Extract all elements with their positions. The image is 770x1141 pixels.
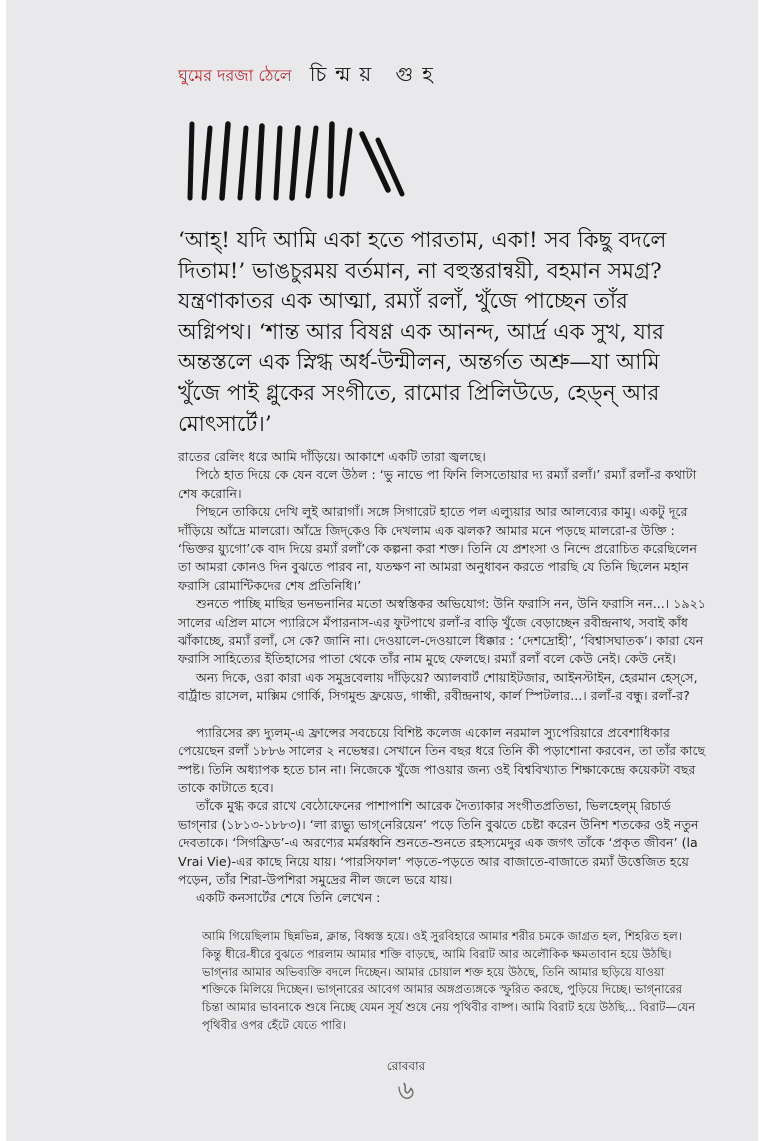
- brush-stroke: [276, 128, 280, 198]
- brush-stroke: [330, 124, 332, 196]
- decorative-brush-strokes: [182, 118, 408, 202]
- paragraph: পিঠে হাত দিয়ে কে যেন বলে উঠল : ‘ভু নাভে পা ফিনি লিসতোয়ার দ্য রম্যাঁ রলাঁ।’ রম্যাঁ রলাঁ-র কথাটা শেষ করোনি।: [178, 467, 697, 501]
- column-title: ঘুমের দরজা ঠেলে: [178, 66, 292, 85]
- author-name: চিন্ময় গুহ: [309, 62, 442, 86]
- article-header: [178, 60, 442, 100]
- brush-stroke: [190, 124, 192, 198]
- paragraph: রাতের রেলিং ধরে আমি দাঁড়িয়ে। আকাশে একটি তারা জ্বলছে।: [178, 449, 486, 464]
- brush-stroke: [258, 126, 262, 198]
- brush-stroke: [292, 128, 298, 198]
- brush-stroke: [204, 128, 210, 198]
- brush-stroke: [378, 140, 402, 194]
- brush-stroke: [308, 128, 316, 196]
- magazine-name: রোববার: [386, 1059, 426, 1073]
- paragraph: অন্য দিকে, ওরা কারা এক সমুদ্রবেলায় দাঁড়িয়ে? অ্যালবার্ট শোয়াইটজার, আইনস্টাইন, হেরমান হেস্‌সে, বার্ট্রান্ড রাসেল, মাক্সিম গোর্কি, সিগমুন্ড ফ্রয়েড, গান্ধী, রবীন্দ্রনাথ, কার্ল স্পিটলার...। রলাঁ-র বন্ধু। রলাঁ-র?: [178, 669, 698, 704]
- magazine-page: [6, 0, 758, 1141]
- paragraph: প্যারিসের র‍্যু দ্যুলম্‌-এ ফ্রান্সের সবচেয়ে বিশিষ্ট কলেজ একোল নরমাল স্যুপেরিয়ারে প্রবেশাধিকার পেয়েছেন রলাঁ ১৮৮৬ সালের ২ নভেম্বর। সেখানে তিন বছর ধরে তিনি কী পড়াশোনা করবেন, তা তাঁর কাছে স্পষ্ট। তিনি অধ্যাপক হতে চান না। নিজেকে খুঁজে পাওয়ার জন্য ওই বিশ্ববিখ্যাত শিক্ষাকেন্দ্রে কয়েকটা বছর তাকে কাটাতে হবে।: [178, 724, 706, 795]
- brush-stroke: [342, 130, 350, 194]
- paragraph: একটি কনসার্টের শেষে তিনি লেখেন :: [196, 890, 381, 906]
- page-footer: [376, 1058, 436, 1104]
- brush-stroke: [362, 134, 388, 190]
- quoted-letter-text: আমি গিয়েছিলাম ছিন্নভিন্ন, ক্লান্ত, বিধ্বস্ত হয়ে। ওই সুরবিহারে আমার শরীর চমকে জাগ্রত হল, শিহরিত হল। কিন্তু ধীরে-ধীরে বুঝতে পারলাম আমার শক্তি বাড়ছে, আমি বিরাট আর অলৌকিক ক্ষমতাবান হয়ে উঠছি। ভাগ্‌নার আমার অভিব্যক্তি বদলে দিচ্ছেন। আমার চোয়াল শক্ত হয়ে উঠছে, তিনি আমার ছড়িয়ে যাওয়া শক্তিকে মিলিয়ে দিচ্ছেন। ভাগ্‌নারের আবেগ আমার অঙ্গপ্রত্যঙ্গকে স্ফুরিত করছে, পুড়িয়ে দিচ্ছে। ভাগ্‌নারের চিন্তা আমার ভাবনাকে শুষে নিচ্ছে যেমন সূর্য শুষে নেয় পৃথিবীর বাষ্প। আমি বিরাট হয়ে উঠছি... বিরাট—যেন পৃথিবীর ওপর হেঁটে যেতে পারি।: [202, 929, 696, 1032]
- page-number: ৬: [397, 1076, 415, 1106]
- paragraph: শুনতে পাচ্ছি মাছির ভনভনানির মতো অস্বস্তিকর অভিযোগ: উনি ফরাসি নন, উনি ফরাসি নন...। ১৯২১ সালের এপ্রিল মাসে প্যারিসে মঁপারনাস-এর ফুটপাথে রলাঁ-র বাড়ি খুঁজে বেড়াচ্ছেন রবীন্দ্রনাথ, সবাই কাঁধ ঝাঁকাচ্ছে, রম্যাঁ রলাঁ, সে কে? জানি না। দেওয়ালে-দেওয়ালে ধিক্কার : ‘দেশদ্রোহী’, ‘বিশ্বাসঘাতক’। কারা যেন ফরাসি সাহিত্যের ইতিহাসের পাতা থেকে তাঁর নাম মুছে ফেলছে। রম্যাঁ রলাঁ বলে কেউ নেই। কেউ নেই।: [178, 596, 706, 667]
- paragraph: পিছনে তাকিয়ে দেখি লুই আরাগাঁ। সঙ্গে সিগারেট হাতে পল এল্যুয়ার আর আলব্যের কামু। একটু দূরে দাঁড়িয়ে আঁদ্রে মালরো। আঁদ্রে জিদ্‌কেও কি দেখলাম এক ঝলক? আমার মনে পড়ছে মালরো-র উক্তি : ‘ভিক্তর য়্যুগো’কে বাদ দিয়ে রম্যাঁ রলাঁ’কে কল্পনা করা শক্ত। তিনি যে প্রশংসা ও নিন্দে প্ররোচিত করেছিলেন তা আমরা কোনও দিন বুঝতে পারব না, যতক্ষণ না আমরা অনুধাবন করতে পারছি যে তিনি ছিলেন মহান ফরাসি রোমান্টিকদের শেষ প্রতিনিধি।’: [178, 504, 698, 593]
- article-body: [178, 448, 710, 908]
- paragraph: তাঁকে মুগ্ধ করে রাখে বেঠোফেনের পাশাপাশি আরেক দৈত্যাকার সংগীতপ্রতিভা, ভিলহেল্‌ম্ রিচার্ড ভাগ্‌নার (১৮১৩-১৮৮৩)। ‘লা র‍্যভ্যু ভাগ্‌নেরিয়েন’ পড়ে তিনি বুঝতে চেষ্টা করেন উনিশ শতকের ওই নতুন দেবতাকে। ‘সিগফ্রিড’-এ অরণ্যের মর্মরধ্বনি শুনতে-শুনতে রহস্যমেদুর এক জগৎ তাঁকে ‘প্রকৃত জীবন’ (la Vrai Vie)-এর কাছে নিয়ে যায়। ‘পারসিফাল’ পড়তে-পড়তে আর বাজাতে-বাজাতে রম্যাঁ উত্তেজিত হয়ে পড়েন, তাঁর শিরা-উপশিরা সমুদ্রের নীল জলে ভরে যায়।: [178, 798, 699, 887]
- pull-quote-text: ‘আহ্! যদি আমি একা হতে পারতাম, একা! সব কিছু বদলে দিতাম!’ ভাঙচুরময় বর্তমান, না বহুস্তরান্বয়ী, বহমান সমগ্র? যন্ত্রণাকাতর এক আত্মা, রম্যাঁ রলাঁ, খুঁজে পাচ্ছেন তাঁর অগ্নিপথ। ‘শান্ত আর বিষণ্ণ এক আনন্দ, আর্দ্র এক সুখ, যার অন্তস্তলে এক স্নিগ্ধ অর্ধ-উন্মীলন, অন্তর্গত অশ্রু—যা আমি খুঁজে পাই গ্লুকের সংগীতে, রামোর প্রিলিউডে, হেড্‌ন্ আর মোৎসার্টে।’: [178, 228, 667, 437]
- pull-quote: [178, 226, 698, 440]
- brush-stroke: [222, 124, 228, 198]
- brush-stroke: [240, 128, 246, 198]
- quoted-letter: [202, 928, 700, 1035]
